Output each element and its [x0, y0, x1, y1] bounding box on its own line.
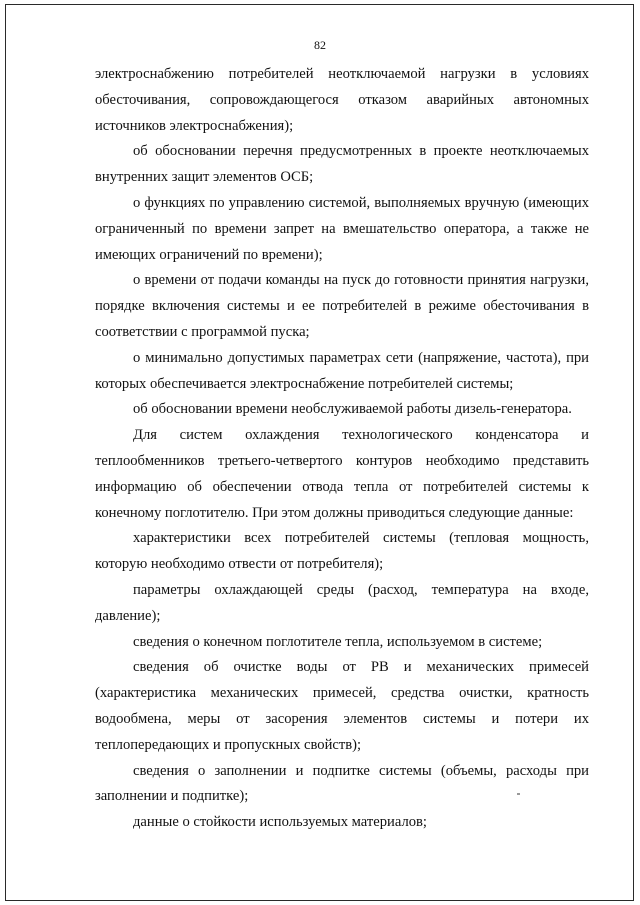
- paragraph: сведения о заполнении и подпитке системы (объемы, расходы при заполнении и подпитке);: [95, 762, 589, 805]
- paragraph: об обосновании перечня предусмотренных в проекте неотключаемых внутренних защит элементов ОСБ;: [95, 143, 589, 186]
- paragraph: сведения о конечном поглотителе тепла, используемом в системе;: [133, 633, 543, 650]
- paragraph: об обосновании времени необслуживаемой работы дизель-генератора.: [133, 401, 572, 418]
- paragraph: Для систем охлаждения технологического конденсатора и теплообменников третьего-четвертого контуров необходимо представить информацию об обеспечении отвода тепла от потребителей системы к конечному поглотителю. При этом должны приводиться следующие данные:: [95, 427, 589, 521]
- paragraph: данные о стойкости используемых материалов;: [133, 814, 427, 831]
- paragraph: сведения об очистке воды от РВ и механических примесей (характеристика механических примесей, средства очистки, кратность водообмена, меры от засорения элементов системы и потери их теплопередающих и пропускных свойств);: [95, 659, 589, 753]
- paragraph: электроснабжению потребителей неотключаемой нагрузки в условиях обесточивания, сопровождающегося отказом аварийных автономных источников электроснабжения);: [95, 66, 589, 134]
- paragraph: о времени от подачи команды на пуск до готовности принятия нагрузки, порядке включения системы и ее потребителей в режиме обесточивания в соответствии с программой пуска;: [95, 272, 589, 340]
- document-body: [95, 62, 589, 836]
- paragraph: о минимально допустимых параметрах сети (напряжение, частота), при которых обеспечивается электроснабжение потребителей системы;: [95, 349, 589, 392]
- paragraph: характеристики всех потребителей системы (тепловая мощность, которую необходимо отвести от потребителя);: [95, 530, 589, 573]
- scan-speck: [517, 793, 520, 795]
- paragraph: параметры охлаждающей среды (расход, температура на входе, давление);: [95, 581, 589, 624]
- paragraph: о функциях по управлению системой, выполняемых вручную (имеющих ограниченный по времени запрет на вмешательство оператора, а также не имеющих ограничений по времени);: [95, 194, 589, 263]
- page-number: 82: [314, 38, 326, 52]
